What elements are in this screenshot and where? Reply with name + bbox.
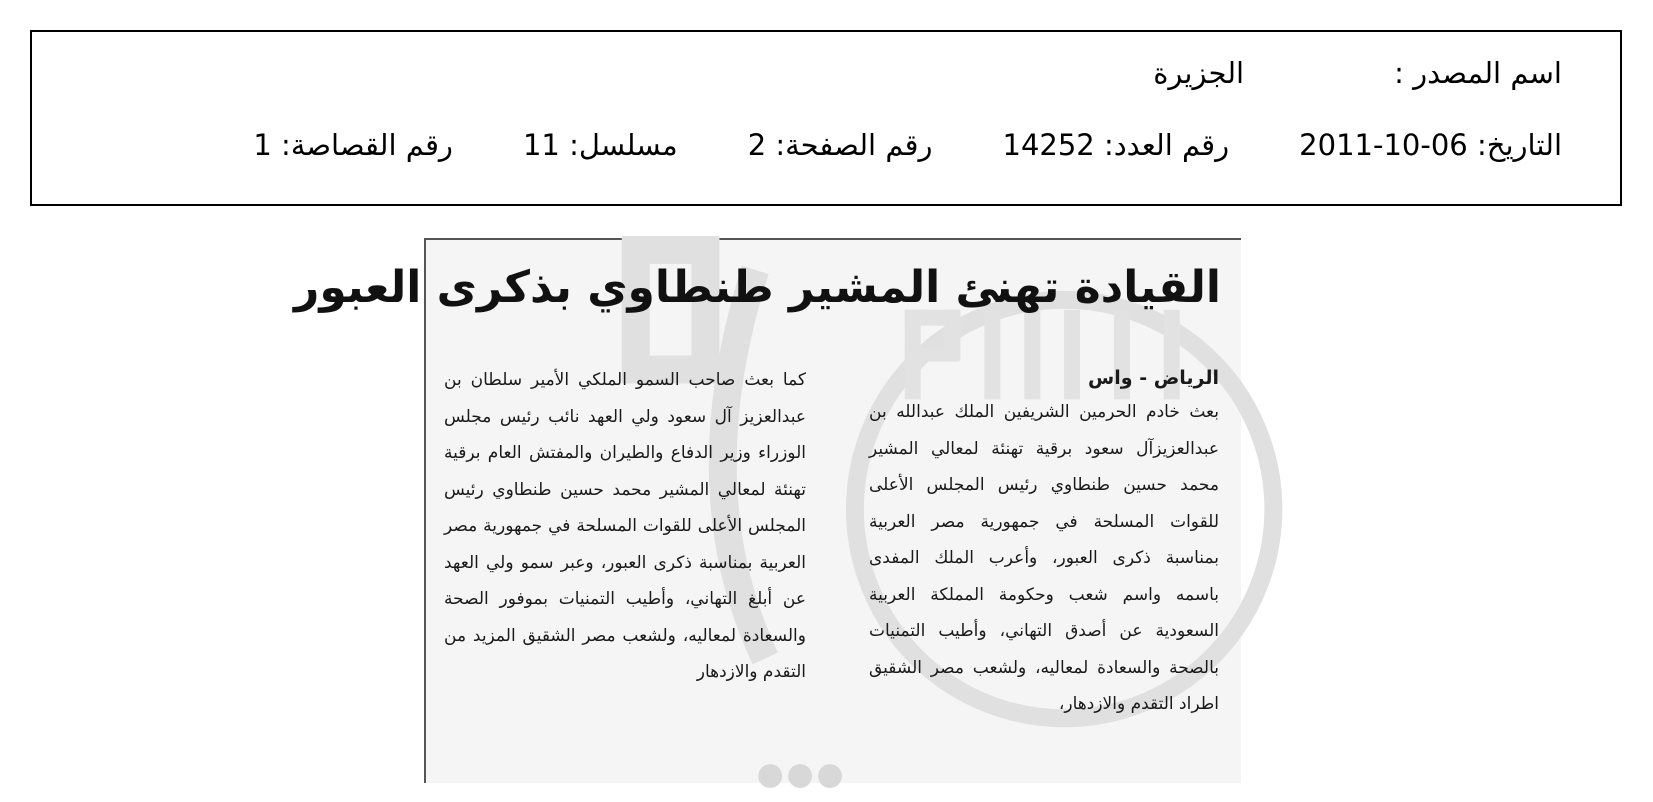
article-dateline: الرياض - واس	[1088, 367, 1219, 389]
page-number-field: رقم الصفحة: 2	[747, 128, 933, 162]
article-headline: القيادة تهنئ المشير طنطاوي بذكرى العبور	[294, 262, 1221, 313]
newspaper-clipping	[294, 238, 1241, 783]
issue-number-field: رقم العدد: 14252	[1002, 128, 1230, 162]
article-body-right: بعث خادم الحرمين الشريفين الملك عبدالله بن عبدالعزيزآل سعود برقية تهنئة لمعالي المشير محمد حسين طنطاوي رئيس المجلس الأعلى للقوات المسلحة في جمهورية مصر العربية بمناسبة ذكرى العبور، وأعرب الملك المفدى باسمه واسم شعب وحكومة المملكة العربية السعودية عن أصدق التهاني، وأطيب التمنيات بالصحة والسعادة لمعاليه، ولشعب مصر الشقيق اطراد التقدم والازدهار،	[869, 402, 1219, 714]
clip-number-field: رقم القصاصة: 1	[253, 128, 453, 162]
article-column-left	[444, 362, 806, 691]
serial-field: مسلسل: 11	[522, 128, 678, 162]
source-label: اسم المصدر :	[1394, 56, 1562, 90]
details-row	[253, 128, 1562, 162]
source-row	[1153, 56, 1562, 90]
clipping-metadata-box	[30, 30, 1622, 206]
article-body-left: كما بعث صاحب السمو الملكي الأمير سلطان بن عبدالعزيز آل سعود ولي العهد نائب رئيس مجلس الوزراء وزير الدفاع والطيران والمفتش العام برقية تهنئة لمعالي المشير محمد حسين طنطاوي رئيس المجلس الأعلى للقوات المسلحة في جمهورية مصر العربية بمناسبة ذكرى العبور، وعبر سمو ولي العهد عن أبلغ التهاني، وأطيب التمنيات بموفور الصحة والسعادة لمعاليه، ولشعب مصر الشقيق المزيد من التقدم والازدهار	[444, 370, 806, 682]
source-value: الجزيرة	[1153, 56, 1245, 90]
article-column-right	[869, 362, 1219, 723]
date-field: التاريخ: 06-10-2011	[1299, 128, 1562, 162]
